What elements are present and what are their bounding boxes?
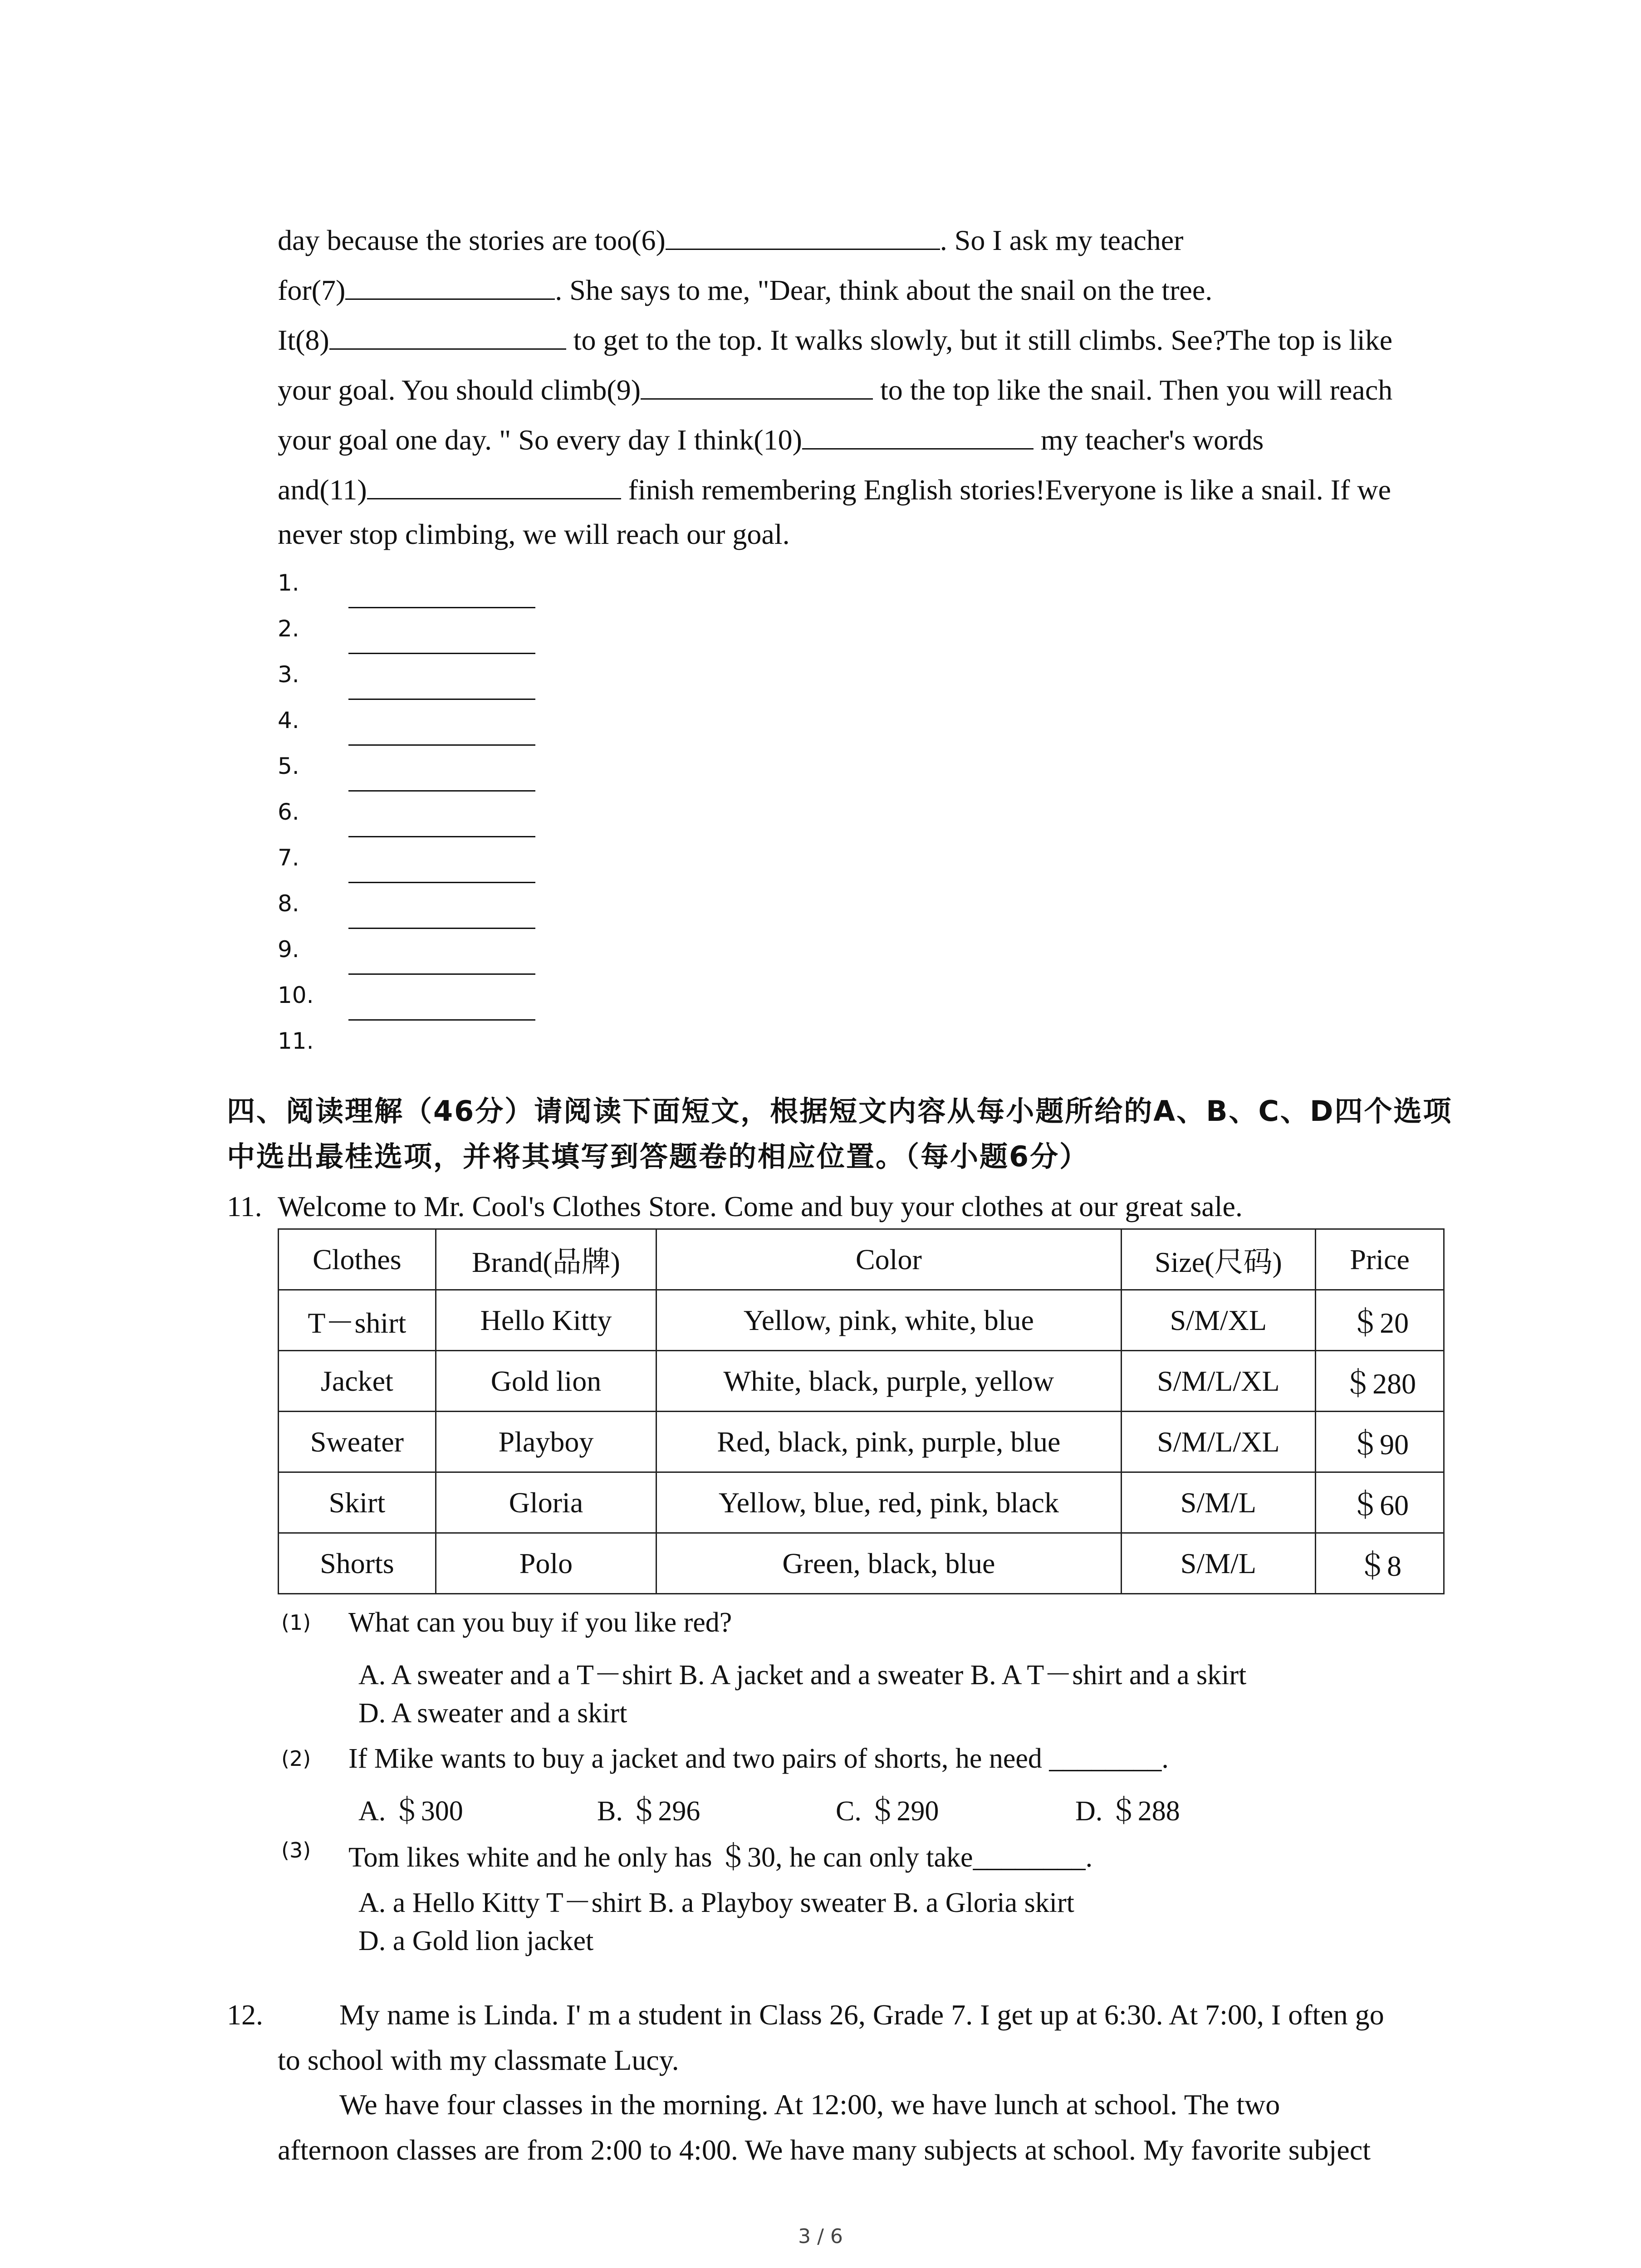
q11-intro: Welcome to Mr. Cool's Clothes Store. Come and buy your clothes at our great sale. xyxy=(278,1190,1243,1222)
table-header-row xyxy=(279,1229,1444,1290)
header-cell: Size(尺码) xyxy=(1121,1229,1316,1290)
q12-line-3: We have four classes in the morning. At 12:00, we have lunch at school. The two xyxy=(339,2088,1280,2121)
subq-3-number: (3) xyxy=(281,1838,311,1862)
answer-line-2[interactable] xyxy=(348,653,535,654)
table-row xyxy=(279,1472,1444,1533)
table-cell: Shorts xyxy=(279,1533,436,1594)
subq-1-text: What can you buy if you like red? xyxy=(348,1607,732,1638)
table-cell: Hello Kitty xyxy=(436,1290,656,1351)
header-cell: Color xyxy=(656,1229,1121,1290)
table-cell: S/M/XL xyxy=(1121,1290,1316,1351)
subq-1-number: (1) xyxy=(281,1610,311,1635)
table-cell: ＄60 xyxy=(1316,1472,1444,1533)
table-cell: T－shirt xyxy=(279,1290,436,1351)
answer-label-8: 8. xyxy=(278,890,299,917)
subq-2-number: (2) xyxy=(281,1746,311,1771)
blank-7[interactable] xyxy=(345,271,555,300)
table-row xyxy=(279,1533,1444,1594)
table-cell: Playboy xyxy=(436,1412,656,1472)
answer-line-3[interactable] xyxy=(348,699,535,700)
subq-3-option-d: D. a Gold lion jacket xyxy=(358,1926,594,1956)
passage-line-5: your goal one day. " So every day I think(10) my teacher's words xyxy=(278,421,1264,458)
blank-11[interactable] xyxy=(367,471,621,499)
passage-line-3: It(8) to get to the top. It walks slowly, but it still climbs. See?The top is like xyxy=(278,321,1392,358)
header-cell: Clothes xyxy=(279,1229,436,1290)
answer-line-1[interactable] xyxy=(348,607,535,608)
table-cell: ＄20 xyxy=(1316,1290,1444,1351)
passage-line-4: your goal. You should climb(9) to the top like the snail. Then you will reach xyxy=(278,371,1392,408)
table-row xyxy=(279,1351,1444,1412)
table-cell: S/M/L xyxy=(1121,1533,1316,1594)
answer-line-8[interactable] xyxy=(348,928,535,929)
table-cell: Skirt xyxy=(279,1472,436,1533)
table-cell: Gold lion xyxy=(436,1351,656,1412)
q12-line-1: My name is Linda. I' m a student in Class 26, Grade 7. I get up at 6:30. At 7:00, I often go xyxy=(339,1999,1384,2031)
q11-number: 11. xyxy=(227,1190,262,1222)
answer-line-9[interactable] xyxy=(348,973,535,975)
table-row xyxy=(279,1290,1444,1351)
answer-label-5: 5. xyxy=(278,753,299,779)
header-cell: Price xyxy=(1316,1229,1444,1290)
passage-line-6: and(11) finish remembering English stories!Everyone is like a snail. If we xyxy=(278,471,1391,508)
q12-line-2: to school with my classmate Lucy. xyxy=(278,2044,679,2076)
table-cell: S/M/L/XL xyxy=(1121,1351,1316,1412)
answer-line-6[interactable] xyxy=(348,836,535,837)
answer-line-4[interactable] xyxy=(348,744,535,746)
answer-label-11: 11. xyxy=(278,1028,314,1054)
subq-2-option-d: D. ＄288 xyxy=(1075,1796,1180,1827)
answer-line-10[interactable] xyxy=(348,1019,535,1021)
blank-8[interactable] xyxy=(329,321,566,350)
subq-2-option-b: B. ＄296 xyxy=(597,1796,700,1827)
passage-line-7: never stop climbing, we will reach our goal. xyxy=(278,518,790,550)
table-cell: ＄280 xyxy=(1316,1351,1444,1412)
table-cell: Green, black, blue xyxy=(656,1533,1121,1594)
clothes-table xyxy=(278,1228,1445,1594)
q12-line-4: afternoon classes are from 2:00 to 4:00. We have many subjects at school. My favorite subject xyxy=(278,2134,1371,2166)
answer-line-7[interactable] xyxy=(348,882,535,883)
table-cell: ＄8 xyxy=(1316,1533,1444,1594)
table-cell: S/M/L xyxy=(1121,1472,1316,1533)
answer-label-7: 7. xyxy=(278,845,299,871)
table-cell: Jacket xyxy=(279,1351,436,1412)
answer-label-4: 4. xyxy=(278,707,299,733)
table-cell: Sweater xyxy=(279,1412,436,1472)
blank-6[interactable] xyxy=(666,221,940,250)
table-cell: White, black, purple, yellow xyxy=(656,1351,1121,1412)
passage-line-1: day because the stories are too(6) . So I ask my teacher xyxy=(278,221,1183,259)
table-cell: ＄90 xyxy=(1316,1412,1444,1472)
answer-label-2: 2. xyxy=(278,616,299,642)
section-heading-line-2: 中选出最桂选项，并将其填写到答题卷的相应位置。（每小题6分） xyxy=(227,1140,1089,1173)
table-cell: Gloria xyxy=(436,1472,656,1533)
subq-2-text: If Mike wants to buy a jacket and two pairs of shorts, he need ________. xyxy=(348,1743,1169,1774)
blank-9[interactable] xyxy=(641,371,873,400)
table-cell: S/M/L/XL xyxy=(1121,1412,1316,1472)
subq-3-text: Tom likes white and he only has ＄30, he can only take________. xyxy=(348,1842,1093,1873)
q12-number: 12. xyxy=(227,1999,263,2031)
subq-3-options: A. a Hello Kitty T－shirt B. a Playboy sweater B. a Gloria skirt xyxy=(358,1887,1074,1918)
table-row xyxy=(279,1412,1444,1472)
answer-label-9: 9. xyxy=(278,936,299,963)
answer-label-1: 1. xyxy=(278,570,299,596)
answer-label-3: 3. xyxy=(278,661,299,688)
table-cell: Yellow, pink, white, blue xyxy=(656,1290,1121,1351)
passage-line-2: for(7) . She says to me, "Dear, think about the snail on the tree. xyxy=(278,271,1212,308)
subq-2-option-a: A. ＄300 xyxy=(358,1796,463,1827)
table-cell: Yellow, blue, red, pink, black xyxy=(656,1472,1121,1533)
answer-label-10: 10. xyxy=(278,982,314,1008)
answer-line-5[interactable] xyxy=(348,790,535,792)
subq-1-options: A. A sweater and a T－shirt B. A jacket and a sweater B. A T－shirt and a skirt xyxy=(358,1660,1247,1691)
answer-label-6: 6. xyxy=(278,799,299,825)
section-heading-line-1: 四、阅读理解（46分）请阅读下面短文，根据短文内容从每小题所给的A、B、C、D四个选项 xyxy=(227,1095,1453,1128)
table-cell: Red, black, pink, purple, blue xyxy=(656,1412,1121,1472)
page-number: 3 / 6 xyxy=(798,2225,843,2248)
header-cell: Brand(品牌) xyxy=(436,1229,656,1290)
blank-10[interactable] xyxy=(802,421,1034,450)
table-cell: Polo xyxy=(436,1533,656,1594)
subq-2-option-c: C. ＄290 xyxy=(836,1796,939,1827)
subq-1-option-d: D. A sweater and a skirt xyxy=(358,1698,627,1729)
